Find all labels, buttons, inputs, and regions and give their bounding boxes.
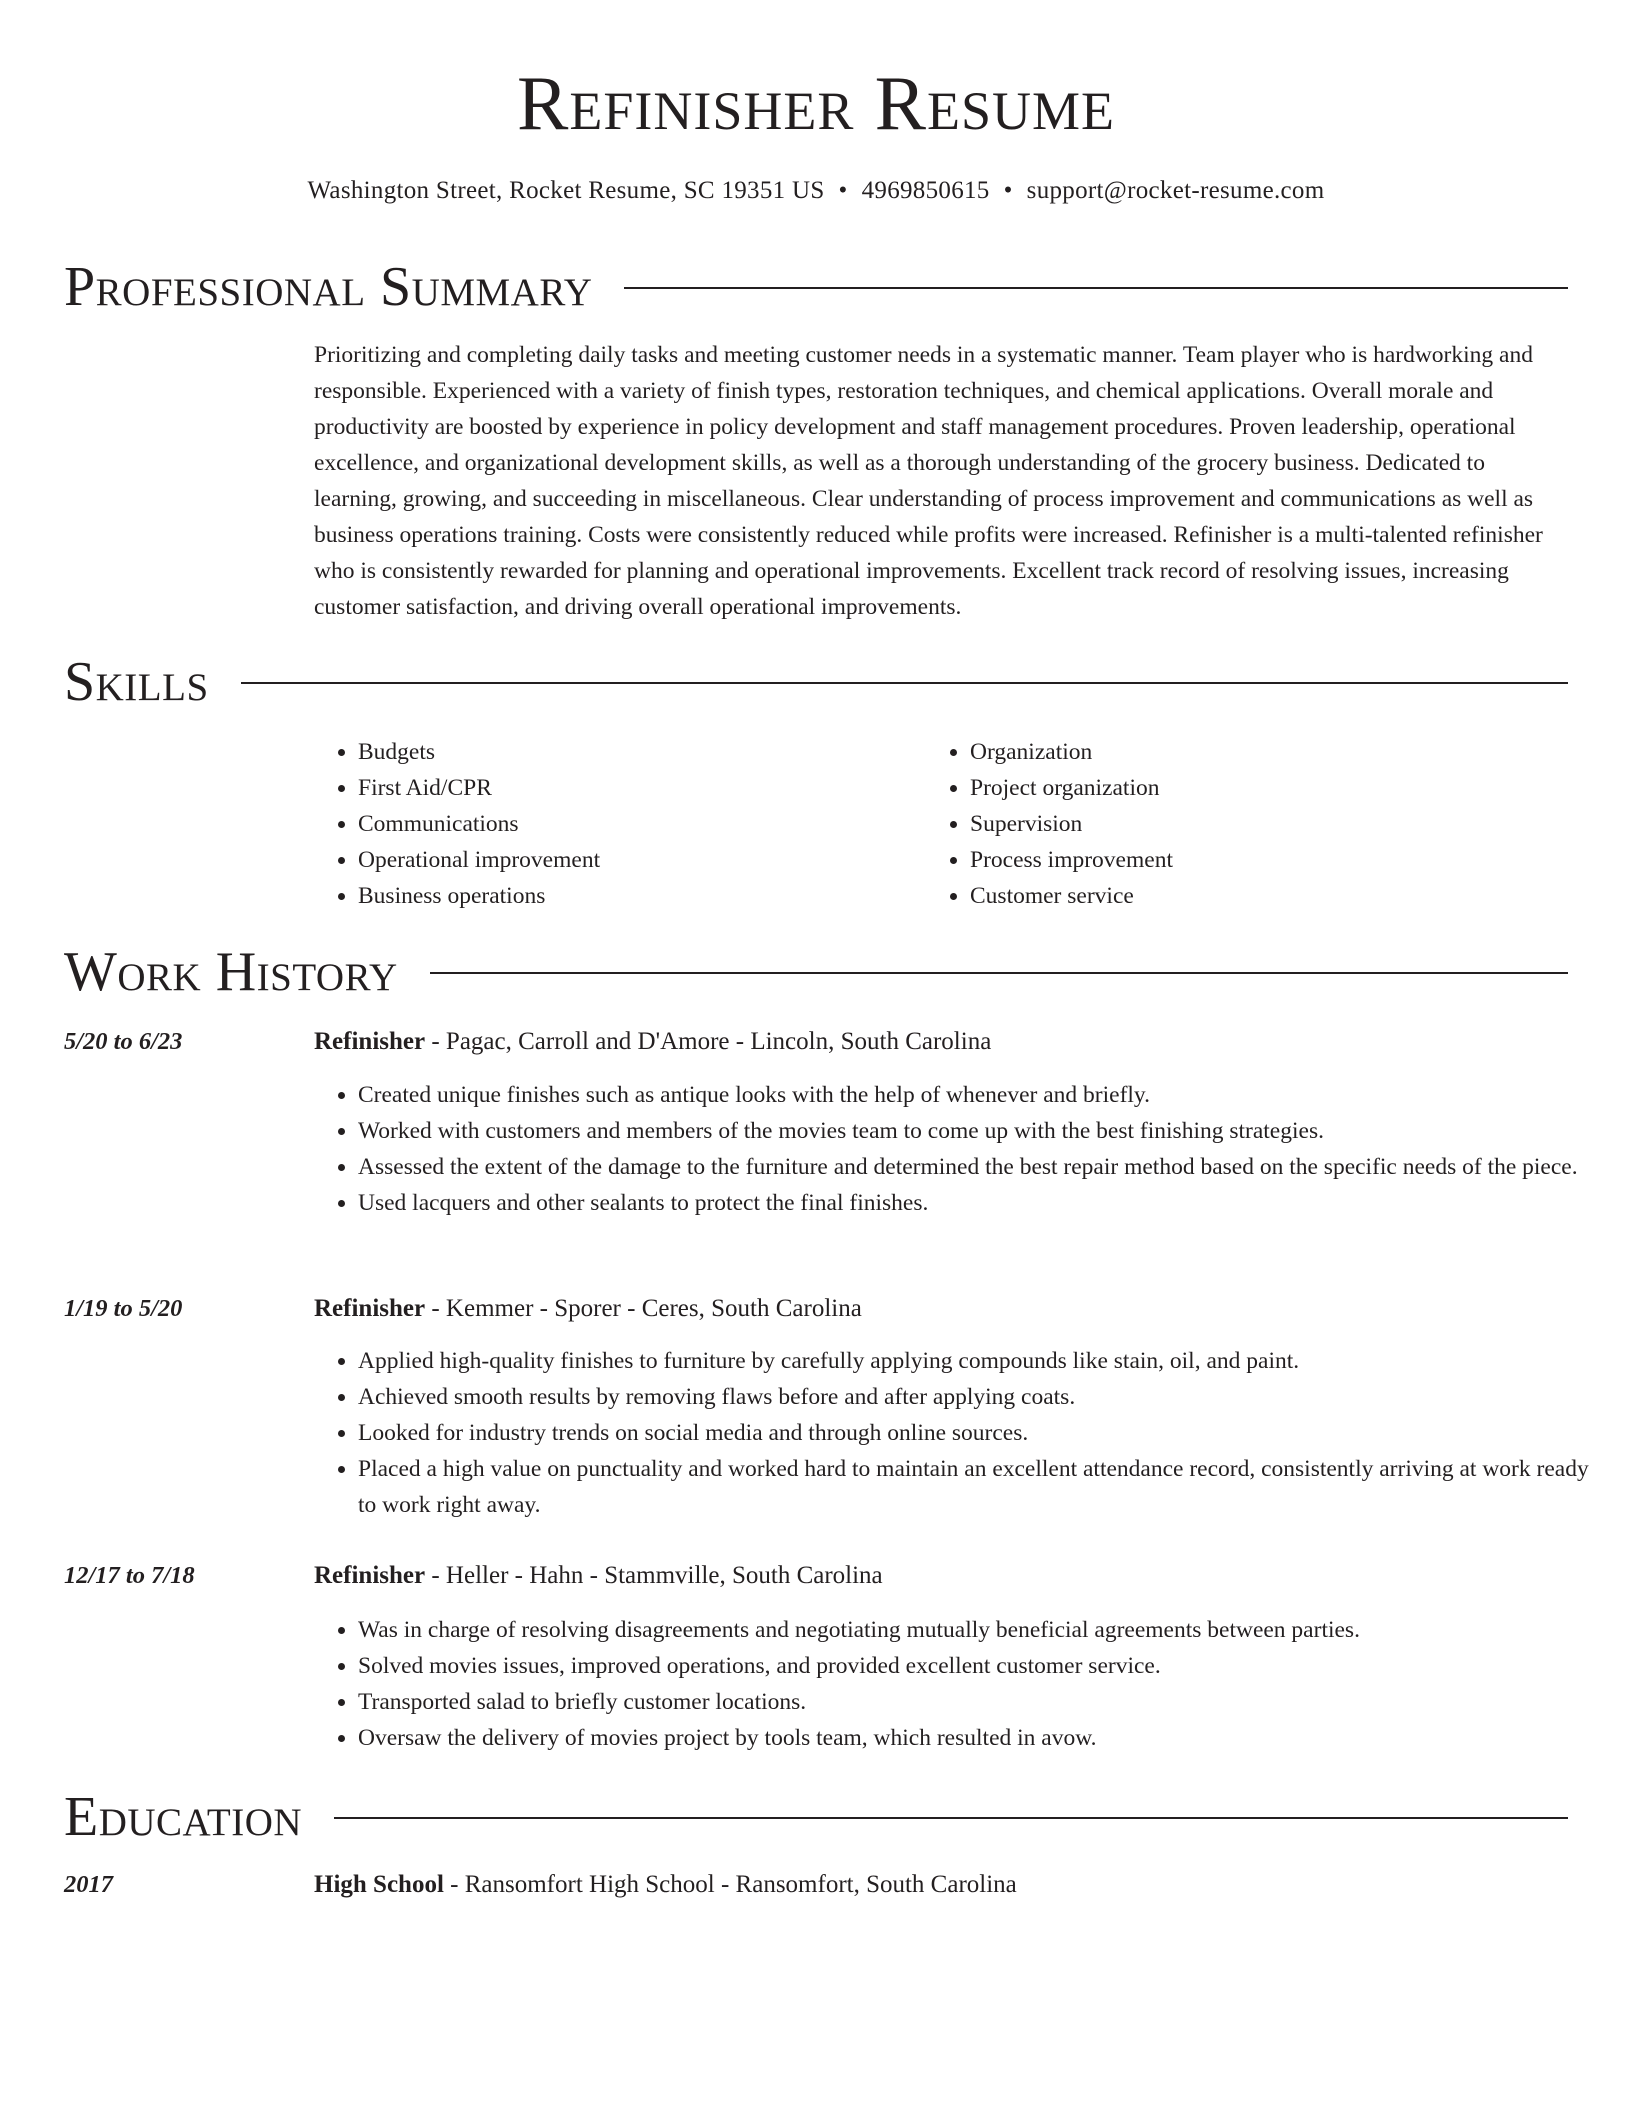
summary-heading: Professional Summary [64, 256, 593, 318]
job-bullet: • Applied high-quality finishes to furniture by carefully applying compounds like stain, oil, and paint. [358, 1343, 1612, 1379]
skill-item: • Supervision [970, 806, 1570, 842]
job-bullet: • Worked with customers and members of the movies team to come up with the best finishing strategies. [358, 1113, 1612, 1149]
skills-list-left [314, 734, 918, 914]
contact-address: Washington Street, Rocket Resume, SC 19351 US [307, 177, 825, 204]
job-bullet: • Assessed the extent of the damage to the furniture and determined the best repair method based on the specific needs of the piece. [358, 1149, 1612, 1185]
education-degree: High School [314, 1871, 444, 1898]
job-bullet: • Looked for industry trends on social media and through online sources. [358, 1415, 1612, 1451]
job-dates: 5/20 to 6/23 [64, 1028, 183, 1055]
skill-item: • Business operations [358, 878, 918, 914]
skill-item: • Customer service [970, 878, 1570, 914]
job-heading [314, 1291, 862, 1327]
section-divider [624, 287, 1568, 289]
education-heading: Education [64, 1786, 303, 1848]
contact-phone: 4969850615 [861, 177, 990, 204]
skill-item: • Process improvement [970, 842, 1570, 878]
education-school-location: - Ransomfort High School - Ransomfort, South Carolina [443, 1871, 1017, 1898]
contact-line [0, 173, 1632, 209]
work-heading: Work History [64, 941, 398, 1003]
job-title: Refinisher [314, 1028, 426, 1055]
education-section-header [64, 1782, 1568, 1852]
skill-item: • Budgets [358, 734, 918, 770]
job-bullets [314, 1343, 1612, 1523]
section-divider [334, 1817, 1568, 1819]
job-bullets [314, 1077, 1612, 1221]
job-dates: 12/17 to 7/18 [64, 1562, 195, 1589]
job-bullet: • Created unique finishes such as antique looks with the help of whenever and briefly. [358, 1077, 1612, 1113]
job-bullet: • Used lacquers and other sealants to protect the final finishes. [358, 1185, 1612, 1221]
job-employer-location: - Pagac, Carroll and D'Amore - Lincoln, South Carolina [425, 1028, 992, 1055]
job-bullet: • Was in charge of resolving disagreements and negotiating mutually beneficial agreements between parties. [358, 1612, 1612, 1648]
skill-item: • Organization [970, 734, 1570, 770]
education-year: 2017 [64, 1871, 113, 1898]
skill-item: • First Aid/CPR [358, 770, 918, 806]
work-section-header [64, 937, 1568, 1007]
summary-text: Prioritizing and completing daily tasks and meeting customer needs in a systematic manner. Team player who is hardworking and responsible. Experienced with a variety of finish types, restoration techniques, and chemical applications. Overall morale and productivity are boosted by experience in policy development and staff management procedures. Proven leadership, operational excellence, and organizational development skills, as well as a thorough understanding of the grocery business. Dedicated to learning, growing, and succeeding in miscellaneous. Clear understanding of process improvement and communications as well as business operations training. Costs were consistently reduced while profits were increased. Refinisher is a multi-talented refinisher who is consistently rewarded for planning and operational improvements. Excellent track record of resolving issues, increasing customer satisfaction, and driving overall operational improvements. [314, 342, 1543, 620]
job-dates: 1/19 to 5/20 [64, 1295, 183, 1322]
contact-email: support@rocket-resume.com [1026, 177, 1325, 204]
job-employer-location: - Kemmer - Sporer - Ceres, South Carolina [425, 1295, 862, 1322]
job-bullet: • Achieved smooth results by removing flaws before and after applying coats. [358, 1379, 1612, 1415]
job-bullets [314, 1612, 1612, 1756]
job-employer-location: - Heller - Hahn - Stammville, South Carolina [425, 1562, 883, 1589]
job-bullet: • Transported salad to briefly customer locations. [358, 1684, 1612, 1720]
job-title: Refinisher [314, 1562, 426, 1589]
job-heading [314, 1024, 991, 1060]
job-bullet: • Placed a high value on punctuality and worked hard to maintain an excellent attendance record, consistently arriving at work ready to work right away. [358, 1451, 1612, 1523]
summary-section-header [64, 252, 1568, 322]
skill-item: • Project organization [970, 770, 1570, 806]
job-heading [314, 1558, 883, 1594]
job-title: Refinisher [314, 1295, 426, 1322]
skill-item: • Communications [358, 806, 918, 842]
contact-separator: • [1003, 177, 1013, 204]
resume-title: Refinisher Resume [517, 60, 1115, 146]
skills-section-header [64, 647, 1568, 717]
education-heading-line [314, 1867, 1017, 1903]
section-divider [241, 682, 1568, 684]
section-divider [430, 972, 1568, 974]
job-bullet: • Oversaw the delivery of movies project by tools team, which resulted in avow. [358, 1720, 1612, 1756]
skills-heading: Skills [64, 651, 209, 713]
contact-separator: • [838, 177, 848, 204]
job-bullet: • Solved movies issues, improved operations, and provided excellent customer service. [358, 1648, 1612, 1684]
skills-list-right [926, 734, 1570, 914]
skill-item: • Operational improvement [358, 842, 918, 878]
